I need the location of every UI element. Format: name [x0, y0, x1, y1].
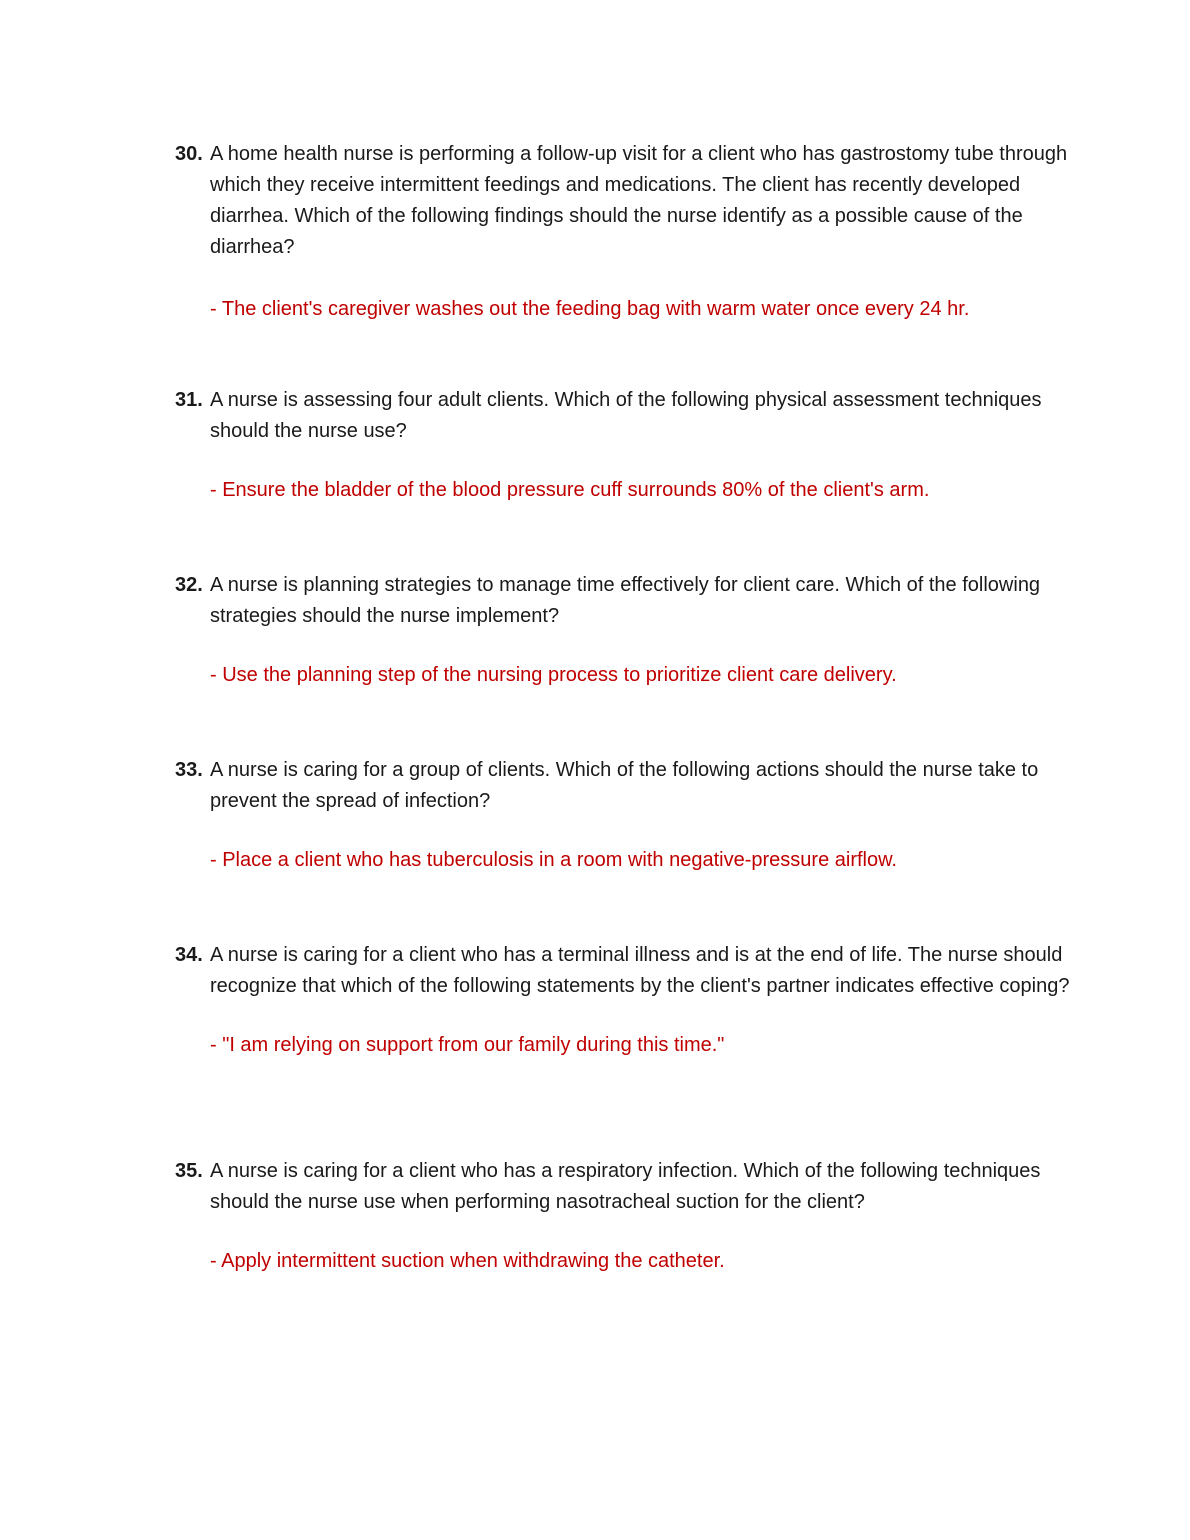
question-text-block: [175, 755, 1075, 817]
question-item: [175, 385, 1075, 506]
question-text: A nurse is caring for a client who has a respiratory infection. Which of the following techniques should the nurse use when performing nasotracheal suction for the client?: [210, 1160, 1041, 1213]
question-text: A home health nurse is performing a follow-up visit for a client who has gastrostomy tube through which they receive intermittent feedings and medications. The client has recently developed diarrhea. Which of the following findings should the nurse identify as a possible cause of the diarrhea?: [210, 143, 1068, 258]
answer-text: - "I am relying on support from our family during this time.": [210, 1034, 725, 1056]
question-text-block: [175, 139, 1075, 263]
question-text: A nurse is planning strategies to manage time effectively for client care. Which of the following strategies should the nurse implement?: [210, 574, 1041, 627]
question-item: [175, 755, 1075, 876]
answer-text: - Use the planning step of the nursing process to prioritize client care delivery.: [210, 664, 897, 686]
question-item: [175, 940, 1075, 1061]
question-item: [175, 570, 1075, 691]
question-number: 32.: [175, 574, 203, 596]
question-text-block: [175, 1156, 1075, 1218]
question-number: 31.: [175, 389, 203, 411]
answer-text: - Ensure the bladder of the blood pressure cuff surrounds 80% of the client's arm.: [210, 479, 930, 501]
question-item: [175, 1156, 1075, 1277]
question-number: 30.: [175, 143, 203, 165]
question-text: A nurse is caring for a group of clients. Which of the following actions should the nurse take to prevent the spread of infection?: [210, 759, 1039, 812]
question-text: A nurse is assessing four adult clients. Which of the following physical assessment techniques should the nurse use?: [210, 389, 1042, 442]
question-text: A nurse is caring for a client who has a terminal illness and is at the end of life. The nurse should recognize that which of the following statements by the client's partner indicates effective coping?: [210, 944, 1070, 997]
answer-text: - The client's caregiver washes out the feeding bag with warm water once every 24 hr.: [210, 298, 970, 320]
question-text-block: [175, 570, 1075, 632]
question-text-block: [175, 940, 1075, 1002]
question-number: 35.: [175, 1160, 203, 1182]
answer-text: - Place a client who has tuberculosis in a room with negative-pressure airflow.: [210, 849, 897, 871]
question-text-block: [175, 385, 1075, 447]
question-item: [175, 139, 1075, 325]
question-number: 33.: [175, 759, 203, 781]
answer-text: - Apply intermittent suction when withdrawing the catheter.: [210, 1250, 725, 1272]
question-number: 34.: [175, 944, 203, 966]
